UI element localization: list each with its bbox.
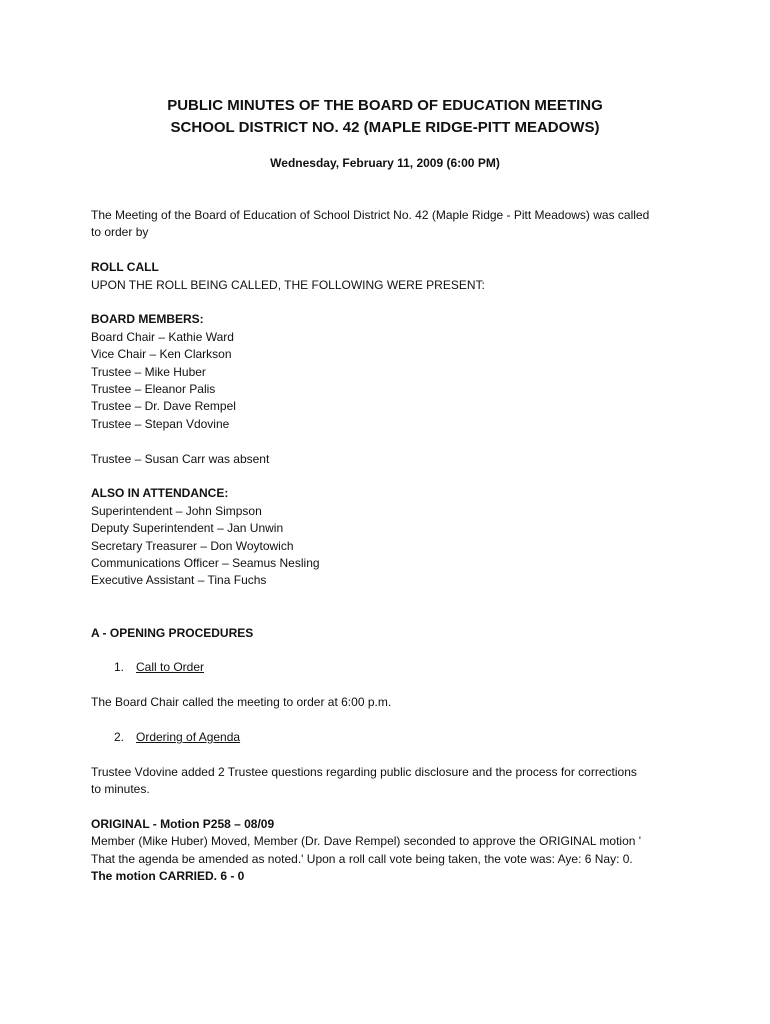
board-member-item: Vice Chair – Ken Clarkson xyxy=(91,347,232,362)
attendance-item: Secretary Treasurer – Don Woytowich xyxy=(91,538,294,553)
meeting-date: Wednesday, February 11, 2009 (6:00 PM) xyxy=(270,156,500,170)
intro-line-2: to order by xyxy=(91,225,149,240)
board-member-item: Trustee – Dr. Dave Rempel xyxy=(91,399,236,414)
document-title xyxy=(0,95,770,139)
call-to-order-text: The Board Chair called the meeting to order at 6:00 p.m. xyxy=(91,695,392,710)
ordering-text-line-2: to minutes. xyxy=(91,782,150,797)
title-line-2: SCHOOL DISTRICT NO. 42 (MAPLE RIDGE-PITT MEADOWS) xyxy=(170,119,600,136)
document-body xyxy=(91,207,680,886)
motion-line-2: That the agenda be amended as noted.' Upon a roll call vote being taken, the vote was: Aye: 6 Nay: 0. xyxy=(91,851,633,866)
list-number: 2. xyxy=(114,730,125,745)
motion-result: The motion CARRIED. 6 - 0 xyxy=(91,869,245,884)
title-line-1: PUBLIC MINUTES OF THE BOARD OF EDUCATION MEETING xyxy=(167,97,603,114)
roll-call-heading: ROLL CALL xyxy=(91,260,159,275)
motion-heading: ORIGINAL - Motion P258 – 08/09 xyxy=(91,817,275,832)
board-member-item: Board Chair – Kathie Ward xyxy=(91,329,234,344)
motion-line-1: Member (Mike Huber) Moved, Member (Dr. Dave Rempel) seconded to approve the ORIGINAL motion ' xyxy=(91,834,642,849)
attendance-item: Deputy Superintendent – Jan Unwin xyxy=(91,521,284,536)
section-a-heading: A - OPENING PROCEDURES xyxy=(91,625,254,640)
attendance-item: Superintendent – John Simpson xyxy=(91,503,262,518)
item-label: Ordering of Agenda xyxy=(136,730,241,745)
absent-member: Trustee – Susan Carr was absent xyxy=(91,451,270,466)
board-member-item: Trustee – Mike Huber xyxy=(91,364,206,379)
board-member-item: Trustee – Stepan Vdovine xyxy=(91,416,230,431)
agenda-item-call-to-order xyxy=(91,659,680,676)
list-number: 1. xyxy=(114,660,125,675)
agenda-item-ordering xyxy=(91,729,680,746)
attendance-item: Communications Officer – Seamus Nesling xyxy=(91,556,320,571)
roll-call-text: UPON THE ROLL BEING CALLED, THE FOLLOWING WERE PRESENT: xyxy=(91,277,485,292)
attendance-heading: ALSO IN ATTENDANCE: xyxy=(91,486,229,501)
intro-line-1: The Meeting of the Board of Education of School District No. 42 (Maple Ridge - Pitt Meadows) was called xyxy=(91,208,650,222)
attendance-item: Executive Assistant – Tina Fuchs xyxy=(91,573,267,588)
board-members-heading: BOARD MEMBERS: xyxy=(91,312,204,327)
item-label: Call to Order xyxy=(136,660,205,675)
ordering-text-line-1: Trustee Vdovine added 2 Trustee questions regarding public disclosure and the process for corrections xyxy=(91,764,637,779)
board-member-item: Trustee – Eleanor Palis xyxy=(91,382,216,397)
